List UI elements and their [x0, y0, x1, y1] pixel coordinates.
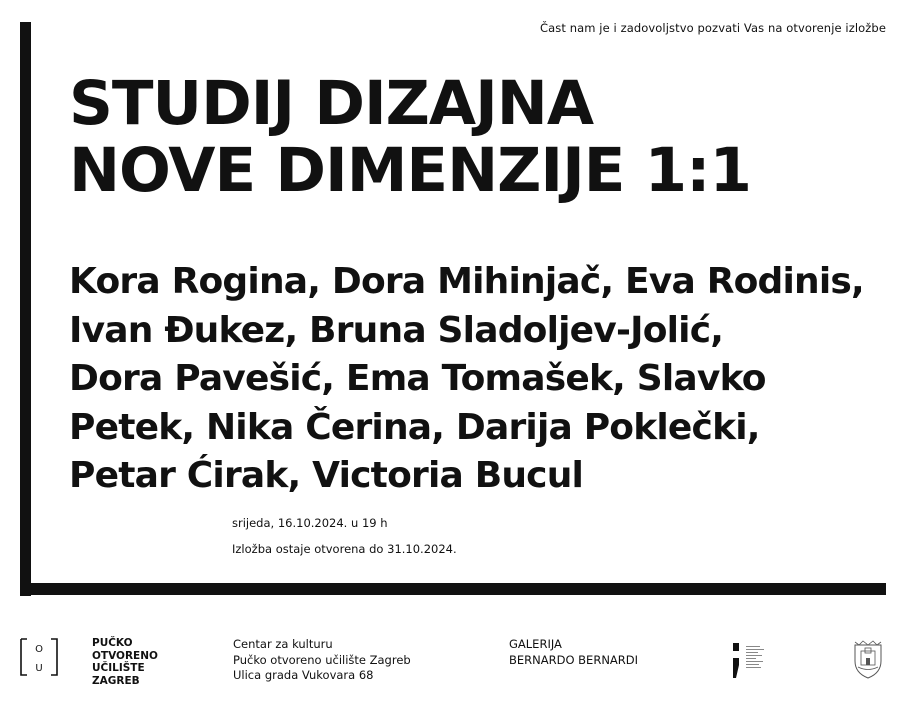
- organizer-name-line: PUČKO: [92, 637, 133, 649]
- invitation-text: Čast nam je i zadovoljstvo pozvati Vas na otvorenje izložbe: [539, 21, 886, 35]
- organizer-name-line: UČILIŠTE: [92, 662, 145, 674]
- exhibition-title: [69, 70, 751, 204]
- artist-line: Petek, Nika Čerina, Darija Poklečki,: [69, 406, 760, 448]
- artist-line: Petar Ćirak, Victoria Bucul: [69, 455, 584, 496]
- address-line: Ulica grada Vukovara 68: [233, 668, 374, 682]
- artist-line: Kora Rogina, Dora Mihinjač, Eva Rodinis,: [69, 261, 864, 302]
- artist-list: [69, 258, 889, 501]
- artist-line: Dora Pavešić, Ema Tomašek, Slavko: [69, 358, 766, 399]
- closing-date: Izložba ostaje otvorena do 31.10.2024.: [232, 542, 457, 556]
- address-line: Centar za kulturu: [233, 637, 333, 651]
- artist-line: Ivan Đukez, Bruna Sladoljev-Jolić,: [69, 309, 724, 351]
- title-line: STUDIJ DIZAJNA: [69, 68, 594, 139]
- frame-left-bar: [20, 22, 31, 596]
- gallery-line: BERNARDO BERNARDI: [509, 652, 639, 667]
- venue-address: [233, 637, 411, 684]
- frame-bottom-bar: [20, 583, 886, 595]
- pou-logo-icon: [20, 638, 58, 676]
- gallery-line: GALERIJA: [509, 637, 562, 651]
- zagreb-coat-of-arms-icon: [851, 639, 885, 679]
- logo-letter: O: [35, 644, 43, 655]
- semicolon-logo-icon: [730, 640, 772, 680]
- title-line: NOVE DIMENZIJE 1:1: [69, 135, 751, 206]
- organizer-name-line: OTVORENO: [92, 649, 158, 662]
- logo-letter: U: [35, 663, 43, 674]
- organizer-name: [92, 637, 158, 687]
- opening-date: srijeda, 16.10.2024. u 19 h: [232, 516, 388, 530]
- gallery-name: [509, 637, 638, 668]
- organizer-name-line: ZAGREB: [92, 674, 140, 687]
- address-line: Pučko otvoreno učilište Zagreb: [233, 652, 411, 667]
